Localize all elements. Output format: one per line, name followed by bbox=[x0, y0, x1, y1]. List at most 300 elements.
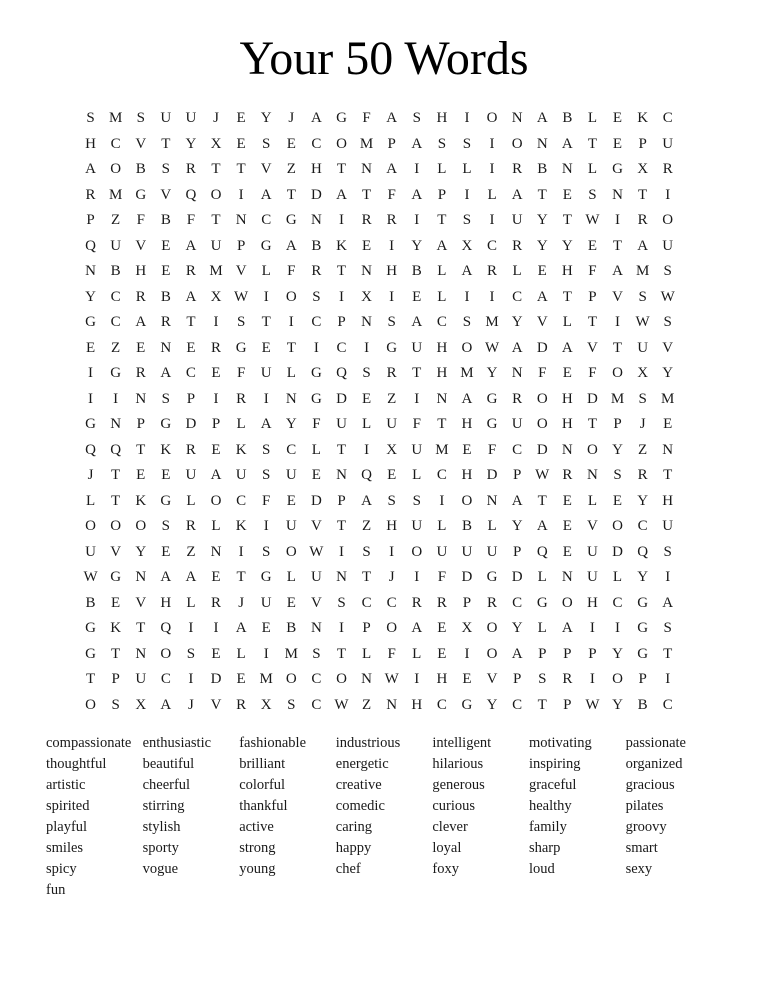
grid-letter: J bbox=[238, 594, 245, 611]
grid-letter: S bbox=[462, 212, 472, 228]
grid-letter: Z bbox=[361, 518, 372, 534]
grid-letter: H bbox=[461, 416, 473, 432]
grid-letter: N bbox=[612, 186, 623, 203]
grid-letter: A bbox=[511, 339, 523, 356]
grid-letter: M bbox=[209, 263, 223, 279]
grid-letter: T bbox=[186, 314, 196, 330]
word-list-column bbox=[46, 733, 143, 901]
grid-letter: S bbox=[638, 288, 647, 305]
grid-letter: O bbox=[536, 390, 548, 407]
grid-letter: T bbox=[437, 212, 447, 228]
grid-letter: T bbox=[361, 186, 372, 203]
grid-letter: A bbox=[361, 492, 372, 509]
grid-letter: E bbox=[236, 135, 246, 152]
grid-letter: O bbox=[85, 518, 96, 534]
grid-letter: L bbox=[85, 492, 96, 509]
grid-letter: I bbox=[389, 288, 395, 305]
grid-letter: L bbox=[236, 416, 246, 432]
grid-letter: H bbox=[461, 467, 473, 483]
grid-letter: F bbox=[437, 569, 447, 585]
grid-letter: H bbox=[662, 492, 674, 509]
grid-letter: R bbox=[135, 365, 146, 381]
word-list-item: groovy bbox=[625, 819, 667, 835]
grid-letter: C bbox=[311, 135, 322, 152]
grid-letter: P bbox=[136, 416, 145, 432]
word-list-item: beautiful bbox=[142, 756, 195, 772]
word-list-item: colorful bbox=[239, 777, 286, 793]
grid-letter: D bbox=[486, 467, 498, 483]
grid-letter: S bbox=[262, 543, 271, 560]
word-list-item: stirring bbox=[142, 798, 185, 814]
grid-letter: Y bbox=[662, 365, 674, 381]
grid-letter: E bbox=[236, 671, 246, 687]
grid-letter: V bbox=[135, 237, 147, 254]
grid-letter: I bbox=[238, 186, 244, 203]
grid-letter: G bbox=[637, 645, 649, 662]
word-list-column bbox=[626, 733, 723, 901]
word-list-item: spirited bbox=[46, 798, 90, 814]
grid-letter: G bbox=[336, 110, 347, 126]
grid-letter: S bbox=[663, 543, 672, 560]
grid-letter: C bbox=[512, 696, 523, 713]
grid-letter: I bbox=[589, 620, 595, 636]
grid-letter: P bbox=[437, 186, 447, 203]
word-list-item: enthusiastic bbox=[142, 735, 212, 751]
grid-letter: L bbox=[261, 263, 271, 279]
word-list bbox=[46, 733, 722, 901]
word-list-item: organized bbox=[625, 756, 683, 772]
grid-letter: H bbox=[386, 518, 398, 534]
grid-letter: E bbox=[211, 441, 221, 458]
grid-letter: L bbox=[186, 594, 196, 611]
grid-letter: O bbox=[135, 518, 147, 534]
grid-letter: I bbox=[489, 288, 495, 305]
grid-letter: Q bbox=[160, 620, 172, 636]
grid-letter: Y bbox=[135, 543, 147, 560]
grid-letter: N bbox=[135, 390, 147, 407]
grid-letter: G bbox=[260, 237, 272, 254]
grid-letter: T bbox=[537, 186, 547, 203]
grid-letter: A bbox=[160, 569, 172, 585]
grid-letter: B bbox=[85, 594, 96, 611]
grid-letter: Y bbox=[511, 314, 523, 330]
grid-letter: A bbox=[185, 569, 197, 585]
grid-letter: S bbox=[337, 594, 346, 611]
grid-letter: Y bbox=[511, 620, 523, 636]
grid-letter: N bbox=[436, 390, 448, 407]
grid-letter: V bbox=[662, 339, 674, 356]
grid-letter: S bbox=[262, 467, 271, 483]
grid-letter: G bbox=[637, 594, 649, 611]
grid-letter: U bbox=[662, 135, 674, 152]
grid-letter: L bbox=[612, 569, 623, 585]
grid-letter: T bbox=[111, 467, 121, 483]
grid-letter: Y bbox=[561, 237, 573, 254]
grid-letter: I bbox=[665, 569, 671, 585]
grid-letter: L bbox=[412, 467, 422, 483]
grid-letter: T bbox=[336, 518, 347, 534]
grid-letter: E bbox=[562, 492, 572, 509]
grid-letter: N bbox=[361, 161, 372, 177]
grid-letter: K bbox=[637, 110, 649, 126]
grid-letter: E bbox=[437, 620, 447, 636]
grid-letter: S bbox=[312, 288, 321, 305]
grid-letter: A bbox=[612, 263, 623, 279]
grid-letter: G bbox=[85, 416, 96, 432]
grid-letter: U bbox=[135, 671, 147, 687]
grid-letter: G bbox=[486, 569, 498, 585]
grid-letter: O bbox=[612, 518, 623, 534]
grid-letter: J bbox=[388, 569, 395, 585]
grid-letter: T bbox=[236, 161, 246, 177]
grid-letter: L bbox=[587, 161, 597, 177]
word-list-item: graceful bbox=[528, 777, 577, 793]
grid-letter: X bbox=[461, 237, 473, 254]
grid-letter: T bbox=[286, 339, 296, 356]
grid-letter: D bbox=[511, 569, 523, 585]
grid-letter: I bbox=[88, 365, 94, 381]
grid-letter: R bbox=[236, 696, 247, 713]
grid-letter: T bbox=[361, 569, 372, 585]
grid-letter: I bbox=[489, 161, 495, 177]
grid-letter: N bbox=[536, 135, 548, 152]
grid-letter: A bbox=[386, 161, 398, 177]
grid-letter: O bbox=[587, 441, 598, 458]
grid-letter: T bbox=[612, 237, 623, 254]
grid-letter: E bbox=[612, 135, 623, 152]
grid-letter: D bbox=[310, 186, 322, 203]
word-list-item: smart bbox=[625, 840, 658, 856]
grid-letter: T bbox=[336, 645, 347, 662]
grid-letter: P bbox=[512, 671, 522, 687]
grid-letter: I bbox=[665, 671, 671, 687]
grid-letter: I bbox=[288, 314, 294, 330]
grid-letter: R bbox=[512, 390, 523, 407]
grid-letter: B bbox=[286, 620, 297, 636]
grid-letter: A bbox=[411, 314, 423, 330]
grid-letter: A bbox=[561, 620, 573, 636]
grid-letter: M bbox=[259, 671, 273, 687]
grid-letter: B bbox=[461, 518, 472, 534]
grid-letter: P bbox=[563, 645, 572, 662]
grid-letter: L bbox=[437, 288, 447, 305]
grid-letter: T bbox=[638, 186, 648, 203]
grid-letter: P bbox=[236, 237, 246, 254]
grid-letter: I bbox=[589, 671, 595, 687]
grid-letter: I bbox=[213, 390, 219, 407]
grid-letter: R bbox=[185, 263, 196, 279]
grid-letter: G bbox=[85, 645, 96, 662]
grid-letter: Z bbox=[111, 339, 121, 356]
grid-letter: G bbox=[612, 161, 623, 177]
grid-letter: A bbox=[386, 110, 398, 126]
grid-letter: G bbox=[536, 594, 548, 611]
word-list-item: thoughtful bbox=[46, 756, 107, 772]
grid-letter: V bbox=[135, 594, 147, 611]
grid-letter: T bbox=[562, 212, 572, 228]
grid-letter: K bbox=[336, 237, 347, 254]
grid-letter: E bbox=[211, 645, 221, 662]
grid-letter: E bbox=[311, 467, 321, 483]
grid-letter: E bbox=[462, 671, 472, 687]
grid-letter: I bbox=[489, 135, 495, 152]
grid-letter: N bbox=[561, 161, 573, 177]
grid-letter: S bbox=[613, 467, 622, 483]
grid-letter: A bbox=[260, 186, 272, 203]
grid-letter: Y bbox=[185, 135, 197, 152]
grid-letter: R bbox=[185, 441, 196, 458]
grid-letter: R bbox=[487, 263, 498, 279]
grid-letter: U bbox=[336, 416, 347, 432]
grid-letter: G bbox=[285, 212, 297, 228]
grid-letter: N bbox=[336, 467, 347, 483]
grid-letter: S bbox=[186, 645, 196, 662]
grid-letter: I bbox=[665, 186, 671, 203]
word-list-item: passionate bbox=[625, 735, 686, 751]
grid-letter: U bbox=[185, 467, 197, 483]
grid-letter: I bbox=[464, 288, 470, 305]
grid-letter: X bbox=[461, 620, 473, 636]
grid-letter: B bbox=[411, 263, 422, 279]
grid-letter: F bbox=[287, 263, 296, 279]
grid-letter: L bbox=[286, 365, 296, 381]
grid-letter: Y bbox=[637, 569, 649, 585]
grid-letter: T bbox=[437, 416, 447, 432]
grid-letter: D bbox=[336, 390, 347, 407]
grid-letter: Q bbox=[185, 186, 197, 203]
grid-letter: C bbox=[336, 339, 347, 356]
grid-letter: U bbox=[210, 237, 222, 254]
word-list-item: sporty bbox=[142, 840, 179, 856]
grid-letter: R bbox=[85, 186, 96, 203]
grid-letter: R bbox=[487, 594, 498, 611]
grid-letter: T bbox=[336, 161, 347, 177]
grid-letter: U bbox=[260, 594, 272, 611]
grid-letter: L bbox=[537, 569, 547, 585]
grid-letter: V bbox=[235, 263, 247, 279]
grid-letter: I bbox=[263, 390, 269, 407]
grid-letter: T bbox=[587, 314, 597, 330]
grid-letter: C bbox=[261, 212, 272, 228]
grid-letter: P bbox=[563, 696, 572, 713]
word-list-item: energetic bbox=[335, 756, 389, 772]
grid-letter: Y bbox=[486, 696, 498, 713]
word-list-column bbox=[529, 733, 626, 901]
grid-letter: Y bbox=[411, 237, 423, 254]
grid-letter: W bbox=[585, 696, 600, 713]
grid-letter: W bbox=[83, 569, 98, 585]
grid-letter: Y bbox=[260, 110, 272, 126]
grid-letter: G bbox=[85, 620, 96, 636]
grid-letter: L bbox=[211, 518, 221, 534]
grid-letter: E bbox=[161, 237, 171, 254]
grid-letter: F bbox=[312, 416, 321, 432]
grid-letter: O bbox=[210, 186, 222, 203]
grid-letter: Z bbox=[638, 441, 648, 458]
grid-letter: H bbox=[436, 365, 448, 381]
grid-letter: A bbox=[461, 390, 473, 407]
grid-letter: S bbox=[362, 543, 371, 560]
grid-letter: A bbox=[511, 186, 523, 203]
grid-letter: O bbox=[386, 620, 398, 636]
grid-letter: C bbox=[185, 365, 196, 381]
grid-letter: Q bbox=[110, 441, 122, 458]
grid-letter: Q bbox=[536, 543, 548, 560]
grid-letter: C bbox=[436, 467, 447, 483]
grid-letter: C bbox=[311, 314, 322, 330]
grid-letter: W bbox=[585, 212, 600, 228]
grid-letter: I bbox=[338, 620, 344, 636]
grid-letter: N bbox=[310, 212, 322, 228]
grid-letter: G bbox=[310, 390, 322, 407]
grid-letter: F bbox=[236, 365, 246, 381]
grid-letter: E bbox=[161, 467, 171, 483]
word-list-item: gracious bbox=[625, 777, 675, 793]
word-list-column bbox=[239, 733, 336, 901]
grid-letter: C bbox=[512, 288, 523, 305]
grid-letter: E bbox=[537, 263, 547, 279]
grid-letter: C bbox=[236, 492, 247, 509]
grid-letter: U bbox=[185, 110, 197, 126]
grid-letter: T bbox=[136, 441, 146, 458]
grid-letter: R bbox=[135, 288, 146, 305]
grid-letter: V bbox=[260, 161, 272, 177]
grid-letter: B bbox=[135, 161, 146, 177]
grid-letter: T bbox=[236, 569, 246, 585]
grid-letter: R bbox=[386, 365, 397, 381]
grid-letter: E bbox=[85, 339, 96, 356]
grid-letter: C bbox=[637, 518, 648, 534]
grid-letter: I bbox=[615, 620, 621, 636]
grid-letter: N bbox=[310, 620, 322, 636]
word-list-item: active bbox=[239, 819, 274, 835]
grid-letter: L bbox=[487, 518, 497, 534]
grid-letter: I bbox=[263, 645, 269, 662]
grid-letter: U bbox=[310, 569, 322, 585]
grid-letter: T bbox=[663, 467, 673, 483]
word-list-item: playful bbox=[46, 819, 88, 835]
grid-letter: C bbox=[662, 696, 673, 713]
grid-letter: L bbox=[437, 263, 447, 279]
grid-letter: J bbox=[288, 110, 295, 126]
grid-letter: C bbox=[286, 441, 297, 458]
grid-letter: U bbox=[637, 339, 649, 356]
grid-letter: U bbox=[486, 543, 498, 560]
grid-letter: S bbox=[412, 110, 421, 126]
grid-letter: V bbox=[210, 696, 222, 713]
grid-letter: O bbox=[486, 110, 498, 126]
grid-letter: E bbox=[186, 339, 196, 356]
grid-letter: S bbox=[437, 135, 447, 152]
grid-letter: E bbox=[136, 467, 146, 483]
grid-letter: V bbox=[310, 518, 322, 534]
grid-letter: G bbox=[110, 365, 122, 381]
grid-letter: E bbox=[562, 543, 572, 560]
word-list-item: vogue bbox=[142, 861, 179, 877]
grid-letter: G bbox=[386, 339, 398, 356]
grid-letter: A bbox=[210, 467, 222, 483]
grid-letter: R bbox=[637, 467, 648, 483]
grid-letter: O bbox=[110, 518, 122, 534]
grid-letter: L bbox=[437, 518, 447, 534]
grid-letter: O bbox=[210, 492, 222, 509]
grid-letter: G bbox=[135, 186, 147, 203]
grid-letter: D bbox=[310, 492, 322, 509]
grid-letter: R bbox=[512, 161, 523, 177]
grid-letter: I bbox=[263, 518, 269, 534]
grid-letter: P bbox=[337, 314, 346, 330]
word-list-item: cheerful bbox=[142, 777, 191, 793]
grid-letter: S bbox=[161, 161, 170, 177]
word-list-item: motivating bbox=[528, 735, 592, 751]
grid-letter: H bbox=[436, 110, 448, 126]
grid-letter: U bbox=[411, 518, 423, 534]
grid-letter: E bbox=[462, 441, 472, 458]
grid-letter: I bbox=[263, 288, 269, 305]
word-list-column bbox=[336, 733, 433, 901]
grid-letter: Z bbox=[186, 543, 196, 560]
grid-letter: Q bbox=[361, 467, 372, 483]
grid-letter: X bbox=[210, 288, 222, 305]
grid-letter: W bbox=[635, 314, 650, 330]
grid-letter: A bbox=[511, 645, 523, 662]
grid-letter: E bbox=[211, 569, 221, 585]
word-list-item: smiles bbox=[46, 840, 84, 856]
grid-letter: T bbox=[136, 620, 146, 636]
word-list-item: chef bbox=[335, 861, 361, 877]
grid-letter: E bbox=[412, 288, 422, 305]
grid-letter: H bbox=[436, 671, 448, 687]
grid-letter: C bbox=[662, 110, 673, 126]
grid-letter: A bbox=[411, 135, 423, 152]
grid-letter: O bbox=[612, 671, 623, 687]
grid-letter: P bbox=[588, 645, 597, 662]
grid-letter: O bbox=[511, 135, 523, 152]
grid-letter: C bbox=[436, 314, 447, 330]
grid-letter: G bbox=[110, 569, 122, 585]
grid-letter: N bbox=[361, 263, 372, 279]
grid-letter: E bbox=[161, 263, 171, 279]
word-list-column bbox=[143, 733, 240, 901]
grid-letter: X bbox=[637, 365, 649, 381]
word-list-item: healthy bbox=[528, 798, 572, 814]
word-list-item: strong bbox=[239, 840, 276, 856]
grid-letter: E bbox=[562, 365, 572, 381]
grid-letter: E bbox=[286, 594, 296, 611]
grid-letter: E bbox=[236, 110, 246, 126]
grid-letter: F bbox=[588, 365, 597, 381]
grid-letter: I bbox=[615, 212, 621, 228]
grid-letter: S bbox=[262, 135, 271, 152]
grid-letter: P bbox=[538, 645, 547, 662]
word-list-item: caring bbox=[335, 819, 373, 835]
grid-letter: A bbox=[235, 620, 247, 636]
grid-letter: U bbox=[386, 416, 398, 432]
grid-letter: R bbox=[185, 518, 196, 534]
grid-letter: E bbox=[612, 492, 623, 509]
grid-letter: D bbox=[612, 543, 623, 560]
word-list-item: brilliant bbox=[239, 756, 286, 772]
grid-letter: K bbox=[110, 620, 122, 636]
grid-letter: N bbox=[511, 365, 523, 381]
grid-letter: S bbox=[462, 314, 472, 330]
word-list-item: happy bbox=[335, 840, 372, 856]
word-list-item: fashionable bbox=[239, 735, 307, 751]
grid-letter: G bbox=[160, 492, 172, 509]
grid-letter: X bbox=[260, 696, 272, 713]
grid-letter: P bbox=[111, 671, 120, 687]
grid-letter: T bbox=[85, 671, 96, 687]
